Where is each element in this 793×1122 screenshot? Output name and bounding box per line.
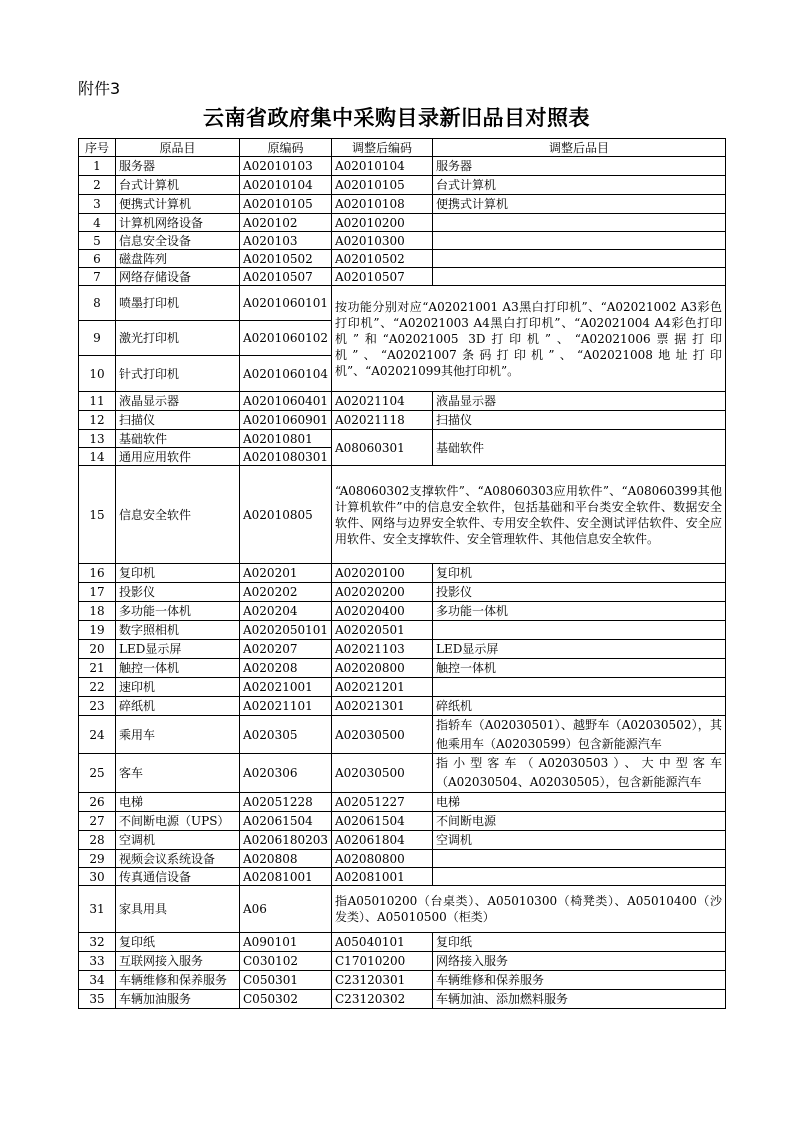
- row-new-code: A02021104: [332, 392, 433, 411]
- row-orig-code: A020102: [240, 214, 332, 232]
- row-new-item: [433, 621, 726, 640]
- row-new-code: A02030500: [332, 716, 433, 754]
- row-seq: 10: [79, 356, 116, 392]
- row-orig-code: A02010801: [240, 430, 332, 448]
- row-new-item: 复印纸: [433, 933, 726, 952]
- row-new-item: 网络接入服务: [433, 952, 726, 971]
- row-orig-item: 复印机: [116, 564, 240, 583]
- row-seq: 30: [79, 868, 116, 886]
- row-orig-code: A020808: [240, 850, 332, 868]
- table-row: [79, 250, 726, 268]
- row-new-item: [433, 754, 726, 793]
- table-row: [79, 754, 726, 793]
- header-seq: 序号: [79, 139, 116, 157]
- row-orig-code: A02010507: [240, 268, 332, 286]
- table-row: [79, 430, 726, 448]
- table-row: [79, 868, 726, 886]
- row-seq: 22: [79, 678, 116, 697]
- row-new-item: [433, 232, 726, 250]
- row-orig-item: 视频会议系统设备: [116, 850, 240, 868]
- row-new-item: 台式计算机: [433, 176, 726, 195]
- row-new-item: 服务器: [433, 157, 726, 176]
- row-orig-item: 车辆维修和保养服务: [116, 971, 240, 990]
- row-new-code: A02010502: [332, 250, 433, 268]
- row-new-item: [433, 214, 726, 232]
- row-orig-code: A02051228: [240, 793, 332, 812]
- row-new-code: C17010200: [332, 952, 433, 971]
- row-new-code: A02021301: [332, 697, 433, 716]
- passenger-car-note: 指轿车（A02030501）、越野车（A02030502），其他乘用车（A02030599）包含新能源汽车: [436, 718, 722, 751]
- row-seq: 21: [79, 659, 116, 678]
- row-orig-code: A090101: [240, 933, 332, 952]
- table-row: [79, 831, 726, 850]
- row-orig-item: 触控一体机: [116, 659, 240, 678]
- row-orig-code: C030102: [240, 952, 332, 971]
- row-new-code: A02061504: [332, 812, 433, 831]
- row-new-item: 电梯: [433, 793, 726, 812]
- row-orig-item: 电梯: [116, 793, 240, 812]
- row-orig-item: 计算机网络设备: [116, 214, 240, 232]
- row-orig-item: 碎纸机: [116, 697, 240, 716]
- row-seq: 12: [79, 411, 116, 430]
- table-row: [79, 232, 726, 250]
- row-orig-item: 传真通信设备: [116, 868, 240, 886]
- row-orig-code: A020201: [240, 564, 332, 583]
- table-row: [79, 697, 726, 716]
- table-row: [79, 621, 726, 640]
- row-seq: 16: [79, 564, 116, 583]
- row-seq: 15: [79, 466, 116, 564]
- row-new-item: 多功能一体机: [433, 602, 726, 621]
- row-seq: 29: [79, 850, 116, 868]
- row-orig-item: 基础软件: [116, 430, 240, 448]
- row-new-code: A02010200: [332, 214, 433, 232]
- row-new-item: 车辆维修和保养服务: [433, 971, 726, 990]
- row-seq: 25: [79, 754, 116, 793]
- row-new-item: 便携式计算机: [433, 195, 726, 214]
- row-orig-item: 通用应用软件: [116, 448, 240, 466]
- table-row: [79, 640, 726, 659]
- row-orig-code: A0206180203: [240, 831, 332, 850]
- printers-mapping-note: 按功能分别对应“A02021001 A3黑白打印机”、“A02021002 A3彩色打印机”、“A02021003 A4黑白打印机”、“A02021004 A4彩色打印机”和“A02021005 3D打印机”、“A02021006票据打印机”、“A02021007条码打印机”、“A02021008地址打印机”、“A02021099其他打印机”。: [332, 286, 726, 392]
- page-title: 云南省政府集中采购目录新旧品目对照表: [203, 105, 590, 130]
- row-new-code: A02020800: [332, 659, 433, 678]
- table-row: [79, 659, 726, 678]
- row-orig-item: 激光打印机: [116, 321, 240, 356]
- row-new-code: A02081001: [332, 868, 433, 886]
- row-orig-item: 针式打印机: [116, 356, 240, 392]
- row-new-code: A02010108: [332, 195, 433, 214]
- table-row: [79, 176, 726, 195]
- row-new-item: LED显示屏: [433, 640, 726, 659]
- table-row: [79, 195, 726, 214]
- row-new-item: 液晶显示器: [433, 392, 726, 411]
- row-new-code: A02020400: [332, 602, 433, 621]
- row-seq: 28: [79, 831, 116, 850]
- row-orig-code: A0202050101: [240, 621, 332, 640]
- row-new-code: A02080800: [332, 850, 433, 868]
- attachment-label: 附件3: [78, 79, 121, 98]
- row-new-item: 空调机: [433, 831, 726, 850]
- row-orig-code: A0201060102: [240, 321, 332, 356]
- row-new-item: 触控一体机: [433, 659, 726, 678]
- row-new-code: A02010105: [332, 176, 433, 195]
- row-seq: 34: [79, 971, 116, 990]
- table-row: [79, 214, 726, 232]
- row-orig-item: 客车: [116, 754, 240, 793]
- row-seq: 32: [79, 933, 116, 952]
- table-row: [79, 793, 726, 812]
- header-orig-code: 原编码: [240, 139, 332, 157]
- row-new-code: A02010300: [332, 232, 433, 250]
- table-row: [79, 716, 726, 754]
- table-row: [79, 933, 726, 952]
- header-new-code: 调整后编码: [332, 139, 433, 157]
- row-orig-code: A020305: [240, 716, 332, 754]
- row-new-item: [433, 250, 726, 268]
- row-new-code: A02021118: [332, 411, 433, 430]
- row-orig-code: A02010104: [240, 176, 332, 195]
- row-seq: 2: [79, 176, 116, 195]
- row-new-item: [433, 268, 726, 286]
- row-new-item: [433, 850, 726, 868]
- row-seq: 20: [79, 640, 116, 659]
- row-orig-item: 速印机: [116, 678, 240, 697]
- table-row: [79, 952, 726, 971]
- row-seq: 35: [79, 990, 116, 1009]
- row-seq: 5: [79, 232, 116, 250]
- furniture-mapping-note: 指A05010200（台桌类）、A05010300（椅凳类）、A05010400（沙发类）、A05010500（柜类）: [332, 886, 726, 933]
- row-new-item: [433, 678, 726, 697]
- row-new-code: A02010104: [332, 157, 433, 176]
- row-new-item: 复印机: [433, 564, 726, 583]
- row-orig-item: 网络存储设备: [116, 268, 240, 286]
- row-orig-code: A02021101: [240, 697, 332, 716]
- row-orig-item: 信息安全设备: [116, 232, 240, 250]
- row-seq: 26: [79, 793, 116, 812]
- row-orig-item: 互联网接入服务: [116, 952, 240, 971]
- row-new-code: A05040101: [332, 933, 433, 952]
- row-seq: 24: [79, 716, 116, 754]
- row-orig-code: A020202: [240, 583, 332, 602]
- table-row: [79, 157, 726, 176]
- table-row: [79, 812, 726, 831]
- row-orig-code: C050302: [240, 990, 332, 1009]
- row-new-code: A02010507: [332, 268, 433, 286]
- row-new-item: 不间断电源: [433, 812, 726, 831]
- row-orig-item: 信息安全软件: [116, 466, 240, 564]
- row-seq: 1: [79, 157, 116, 176]
- row-new-code: A02020501: [332, 621, 433, 640]
- row-seq: 31: [79, 886, 116, 933]
- row-orig-item: 扫描仪: [116, 411, 240, 430]
- row-seq: 13: [79, 430, 116, 448]
- row-seq: 11: [79, 392, 116, 411]
- row-seq: 8: [79, 286, 116, 321]
- row-orig-item: 便携式计算机: [116, 195, 240, 214]
- table-row: [79, 466, 726, 564]
- row-orig-item: 车辆加油服务: [116, 990, 240, 1009]
- row-orig-code: A0201060401: [240, 392, 332, 411]
- row-orig-code: C050301: [240, 971, 332, 990]
- row-orig-code: A0201060901: [240, 411, 332, 430]
- row-new-code: A02020200: [332, 583, 433, 602]
- row-orig-item: 家具用具: [116, 886, 240, 933]
- row-seq: 4: [79, 214, 116, 232]
- row-seq: 27: [79, 812, 116, 831]
- row-new-code: A02061804: [332, 831, 433, 850]
- table-row: [79, 392, 726, 411]
- table-row: [79, 286, 726, 321]
- row-orig-code: A02010105: [240, 195, 332, 214]
- row-orig-code: A02010103: [240, 157, 332, 176]
- bus-note: 指小型客车（A02030503）、大中型客车（A02030504、A02030505），包含新能源汽车: [436, 756, 722, 789]
- table-row: [79, 850, 726, 868]
- table-row: [79, 602, 726, 621]
- table-row: [79, 886, 726, 933]
- row-orig-item: 服务器: [116, 157, 240, 176]
- table-row: [79, 971, 726, 990]
- table-row: [79, 564, 726, 583]
- row-new-item: 碎纸机: [433, 697, 726, 716]
- row-orig-code: A020204: [240, 602, 332, 621]
- row-orig-item: 喷墨打印机: [116, 286, 240, 321]
- header-new-item: 调整后品目: [433, 139, 726, 157]
- row-new-item: 投影仪: [433, 583, 726, 602]
- row-orig-item: 乘用车: [116, 716, 240, 754]
- row-orig-code: A020103: [240, 232, 332, 250]
- table-row: [79, 678, 726, 697]
- table-row: [79, 990, 726, 1009]
- row-orig-item: 数字照相机: [116, 621, 240, 640]
- security-software-note: “A08060302支撑软件”、“A08060303应用软件”、“A08060399其他计算机软件”中的信息安全软件，包括基础和平台类安全软件、数据安全软件、网络与边界安全软件、专用安全软件、安全测试评估软件、安全应用软件、安全支撑软件、安全管理软件、其他信息安全软件。: [332, 466, 726, 564]
- software-new-item: 基础软件: [433, 430, 726, 466]
- row-new-item: [433, 716, 726, 754]
- row-new-item: [433, 868, 726, 886]
- software-new-code: A08060301: [332, 430, 433, 466]
- row-seq: 17: [79, 583, 116, 602]
- row-new-item: 扫描仪: [433, 411, 726, 430]
- row-orig-code: A0201060104: [240, 356, 332, 392]
- row-orig-item: 台式计算机: [116, 176, 240, 195]
- row-orig-code: A02061504: [240, 812, 332, 831]
- row-seq: 7: [79, 268, 116, 286]
- row-seq: 14: [79, 448, 116, 466]
- table-header-row: [79, 139, 726, 157]
- row-orig-item: 空调机: [116, 831, 240, 850]
- table-row: [79, 268, 726, 286]
- row-orig-item: 不间断电源（UPS）: [116, 812, 240, 831]
- row-orig-item: 投影仪: [116, 583, 240, 602]
- table-row: [79, 411, 726, 430]
- row-orig-code: A02021001: [240, 678, 332, 697]
- row-seq: 19: [79, 621, 116, 640]
- row-seq: 23: [79, 697, 116, 716]
- row-orig-code: A020207: [240, 640, 332, 659]
- row-new-code: A02021103: [332, 640, 433, 659]
- table-row: [79, 583, 726, 602]
- row-orig-item: 复印纸: [116, 933, 240, 952]
- row-new-item: 车辆加油、添加燃料服务: [433, 990, 726, 1009]
- row-seq: 9: [79, 321, 116, 356]
- row-orig-code: A020208: [240, 659, 332, 678]
- row-orig-code: A020306: [240, 754, 332, 793]
- row-orig-item: 多功能一体机: [116, 602, 240, 621]
- row-seq: 18: [79, 602, 116, 621]
- row-orig-code: A0201060101: [240, 286, 332, 321]
- row-orig-code: A02010502: [240, 250, 332, 268]
- row-seq: 6: [79, 250, 116, 268]
- row-orig-item: 液晶显示器: [116, 392, 240, 411]
- row-orig-item: LED显示屏: [116, 640, 240, 659]
- row-new-code: A02030500: [332, 754, 433, 793]
- row-orig-code: A02010805: [240, 466, 332, 564]
- catalog-table: [78, 138, 726, 1009]
- row-new-code: A02021201: [332, 678, 433, 697]
- row-orig-code: A02081001: [240, 868, 332, 886]
- row-seq: 3: [79, 195, 116, 214]
- row-new-code: A02020100: [332, 564, 433, 583]
- row-new-code: C23120302: [332, 990, 433, 1009]
- row-orig-code: A06: [240, 886, 332, 933]
- row-orig-code: A0201080301: [240, 448, 332, 466]
- header-orig-item: 原品目: [116, 139, 240, 157]
- row-seq: 33: [79, 952, 116, 971]
- row-new-code: A02051227: [332, 793, 433, 812]
- row-orig-item: 磁盘阵列: [116, 250, 240, 268]
- row-new-code: C23120301: [332, 971, 433, 990]
